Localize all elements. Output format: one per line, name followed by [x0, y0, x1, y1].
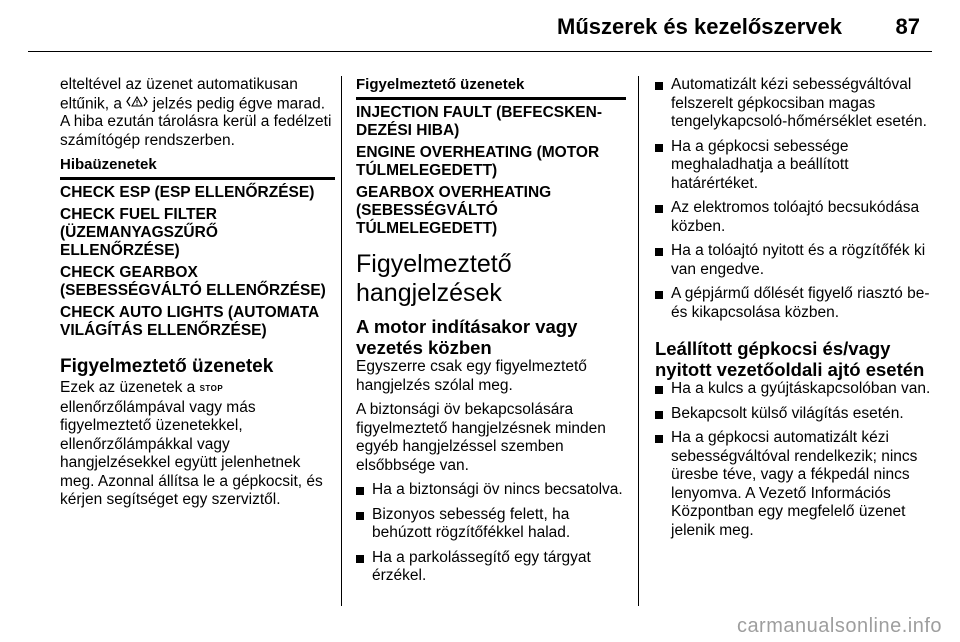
list-item: Ha a kulcs a gyújtáskapcsolóban van.: [655, 380, 933, 399]
square-bullet-icon: [655, 144, 663, 152]
bullet-list: [655, 76, 933, 322]
error-message: CHECK ESP (ESP ELLENŐRZÉSE): [60, 184, 315, 202]
square-bullet-icon: [655, 205, 663, 213]
list-item: Ha a biztonsági öv nincs becsatolva.: [356, 481, 626, 500]
square-bullet-icon: [356, 512, 364, 520]
square-bullet-icon: [655, 82, 663, 90]
list-item: Ha a parkolássegítő egy tárgyat érzékel.: [356, 549, 626, 586]
page-number: 87: [895, 14, 920, 39]
fault-warning-icon: [126, 95, 148, 114]
list-item: Ha a gépkocsi automatizált kézi sebességváltóval rendelkezik; nincs üresbe téve, vagy a fékpedál nincs lenyomva. A Vezető Információs Központban egy megfelelő üzenet jelenik meg.: [655, 429, 933, 540]
column-middle: [356, 76, 626, 592]
page-header: [0, 0, 960, 60]
square-bullet-icon: [655, 248, 663, 256]
list-item: Az elektromos tolóajtó becsukódása közben.: [655, 199, 933, 236]
body-paragraph: A biztonsági öv bekapcsolására figyelmeztető hangjelzésnek minden egyéb hangjelzéssel szemben elsőbbsége van.: [356, 401, 606, 474]
warning-message: ENGINE OVERHEATING (MOTOR TÚLMELEGEDETT): [356, 144, 600, 179]
column-divider: [341, 76, 342, 606]
list-item: Automatizált kézi sebességváltóval felszerelt gépkocsiban magas tengelykapcsoló-hőmérséklet esetén.: [655, 76, 933, 132]
square-bullet-icon: [356, 487, 364, 495]
intro-paragraph: elteltével az üzenet automatikusan eltűnik, a jelzés pedig égve marad. A hiba ezután tárolásra kerül a fedélzeti számítógép rendszerben.: [60, 76, 332, 149]
warning-messages-title: Figyelmeztető üzenetek: [60, 356, 274, 378]
list-item: Bizonyos sebesség felett, ha behúzott rögzítőfékkel halad.: [356, 506, 626, 543]
square-bullet-icon: [356, 555, 364, 563]
square-bullet-icon: [655, 435, 663, 443]
list-item: A gépjármű dőlését figyelő riasztó be- és kikapcsolása közben.: [655, 285, 933, 322]
warning-messages-heading: Figyelmeztető üzenetek: [356, 76, 626, 100]
square-bullet-icon: [655, 411, 663, 419]
column-left: [60, 76, 335, 516]
stop-warning-icon: STOP: [199, 384, 224, 394]
column-right: [655, 76, 933, 546]
subsection-heading: A motor indításakor vagy vezetés közben: [356, 316, 578, 358]
subsection-heading: Leállított gépkocsi és/vagy nyitott vezetőoldali ajtó esetén: [655, 338, 925, 380]
page-title: Műszerek és kezelőszervek: [557, 14, 842, 39]
error-message: CHECK GEARBOX (SEBESSÉGVÁLTÓ ELLENŐRZÉSE): [60, 264, 326, 300]
warning-message: INJECTION FAULT (BEFECSKEN-DEZÉSI HIBA): [356, 104, 602, 139]
error-message: CHECK FUEL FILTER (ÜZEMANYAGSZŰRŐ ELLENŐRZÉSE): [60, 206, 218, 260]
column-divider: [638, 76, 639, 606]
square-bullet-icon: [655, 291, 663, 299]
bullet-list: [356, 481, 626, 586]
warning-message: GEARBOX OVERHEATING (SEBESSÉGVÁLTÓ TÚLMELEGEDETT): [356, 184, 552, 237]
body-paragraph: Egyszerre csak egy figyelmeztető hangjelzés szólal meg.: [356, 358, 587, 394]
error-messages-heading: Hibaüzenetek: [60, 156, 335, 180]
bullet-list: [655, 380, 933, 540]
list-item: Ha a tolóajtó nyitott és a rögzítőfék ki van engedve.: [655, 242, 933, 279]
section-heading: Figyelmeztető hangjelzések: [356, 250, 512, 307]
error-message: CHECK AUTO LIGHTS (AUTOMATA VILÁGÍTÁS ELLENŐRZÉSE): [60, 304, 319, 340]
square-bullet-icon: [655, 386, 663, 394]
header-rule: [28, 51, 932, 52]
warning-paragraph: Ezek az üzenetek a STOP ellenőrzőlámpával vagy más figyelmeztető üzenetekkel, ellenőrzőlámpákkal vagy hangjelzésekkel együtt jelenhetnek meg. Azonnal állítsa le a gépkocsit, és kérjen segítséget egy szerviztől.: [60, 379, 323, 509]
watermark: carmanualsonline.info: [736, 615, 942, 637]
list-item: Bekapcsolt külső világítás esetén.: [655, 405, 933, 424]
list-item: Ha a gépkocsi sebessége meghaladhatja a beállított határértéket.: [655, 138, 933, 194]
